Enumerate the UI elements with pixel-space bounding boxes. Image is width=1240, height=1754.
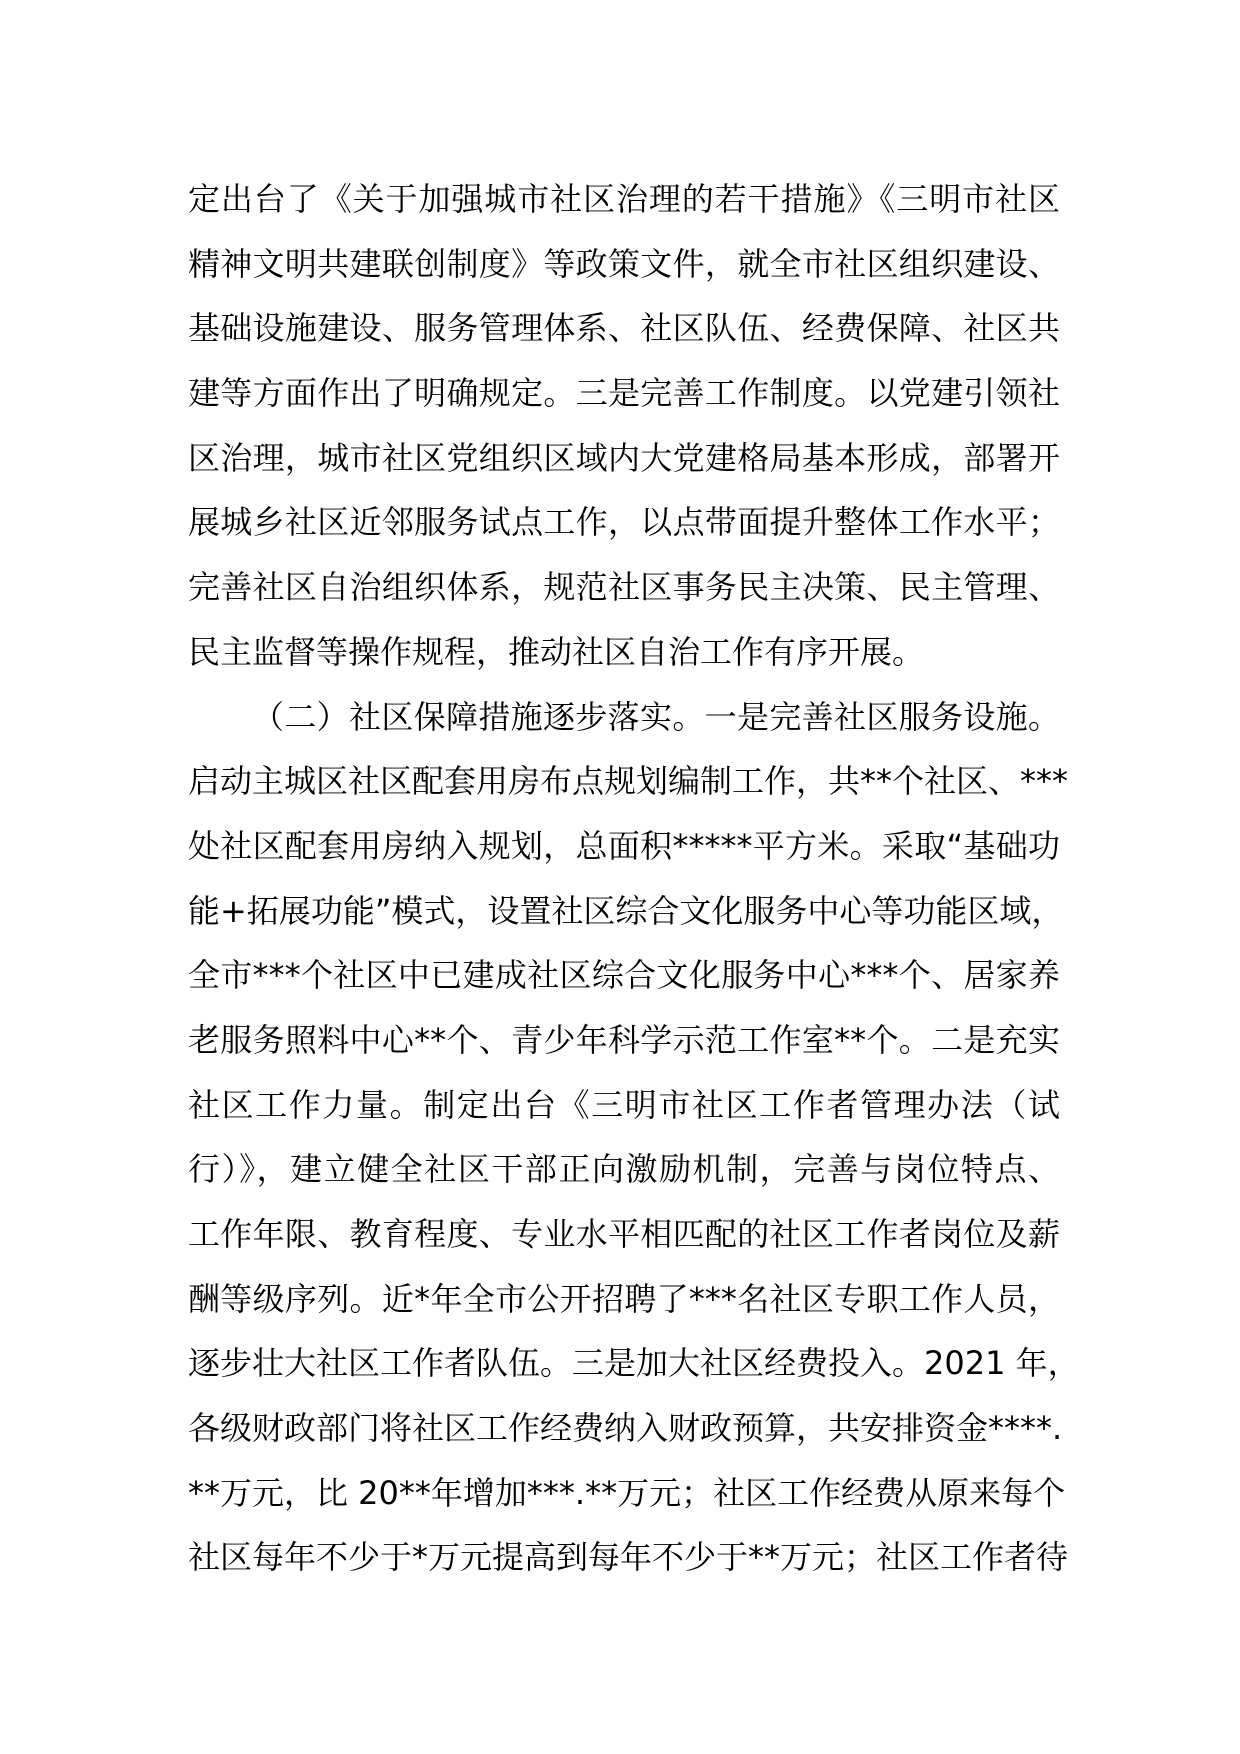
text-line: 启动主城区社区配套用房布点规划编制工作，共**个社区、*** <box>188 762 1069 801</box>
text-line: 民主监督等操作规程，推动社区自治工作有序开展。 <box>188 632 925 671</box>
text-line: 行）》，建立健全社区干部正向激励机制，完善与岗位特点、 <box>188 1150 1060 1189</box>
text-line: 社区工作力量。制定出台《三明市社区工作者管理办法（试 <box>188 1085 1060 1124</box>
text-line: 老服务照料中心**个、青少年科学示范工作室**个。二是充实 <box>188 1020 1060 1059</box>
body-text <box>188 167 1080 1590</box>
text-line: 工作年限、教育程度、专业水平相匹配的社区工作者岗位及薪 <box>188 1215 1060 1253</box>
text-line: 区治理，城市社区党组织区域内大党建格局基本形成，部署开 <box>188 438 1060 477</box>
text-line: 社区每年不少于*万元提高到每年不少于**万元；社区工作者待 <box>188 1538 1069 1577</box>
text-line: 建等方面作出了明确规定。三是完善工作制度。以党建引领社 <box>188 374 1060 413</box>
text-line: 定出台了《关于加强城市社区治理的若干措施》《三明市社区 <box>188 180 1060 218</box>
text-line: （二）社区保障措施逐步落实。一是完善社区服务设施。 <box>252 697 1060 736</box>
text-line: 各级财政部门将社区工作经费纳入财政预算，共安排资金****. <box>188 1409 1063 1448</box>
text-line: 能+拓展功能”模式，设置社区综合文化服务中心等功能区域， <box>188 891 1064 930</box>
text-line: 酬等级序列。近*年全市公开招聘了***名社区专职工作人员， <box>188 1279 1060 1318</box>
text-line: **万元，比 20**年增加***.**万元；社区工作经费从原来每个 <box>188 1473 1066 1512</box>
text-line: 完善社区自治组织体系，规范社区事务民主决策、民主管理、 <box>188 568 1060 607</box>
text-line: 全市***个社区中已建成社区综合文化服务中心***个、居家养 <box>188 956 1060 995</box>
text-line: 精神文明共建联创制度》等政策文件，就全市社区组织建设、 <box>188 244 1060 283</box>
text-line: 处社区配套用房纳入规划，总面积*****平方米。采取“基础功 <box>188 826 1060 865</box>
text-line: 展城乡社区近邻服务试点工作，以点带面提升整体工作水平； <box>188 503 1060 542</box>
text-line: 基础设施建设、服务管理体系、社区队伍、经费保障、社区共 <box>188 309 1060 348</box>
text-line: 逐步壮大社区工作者队伍。三是加大社区经费投入。2021 年， <box>188 1344 1080 1383</box>
